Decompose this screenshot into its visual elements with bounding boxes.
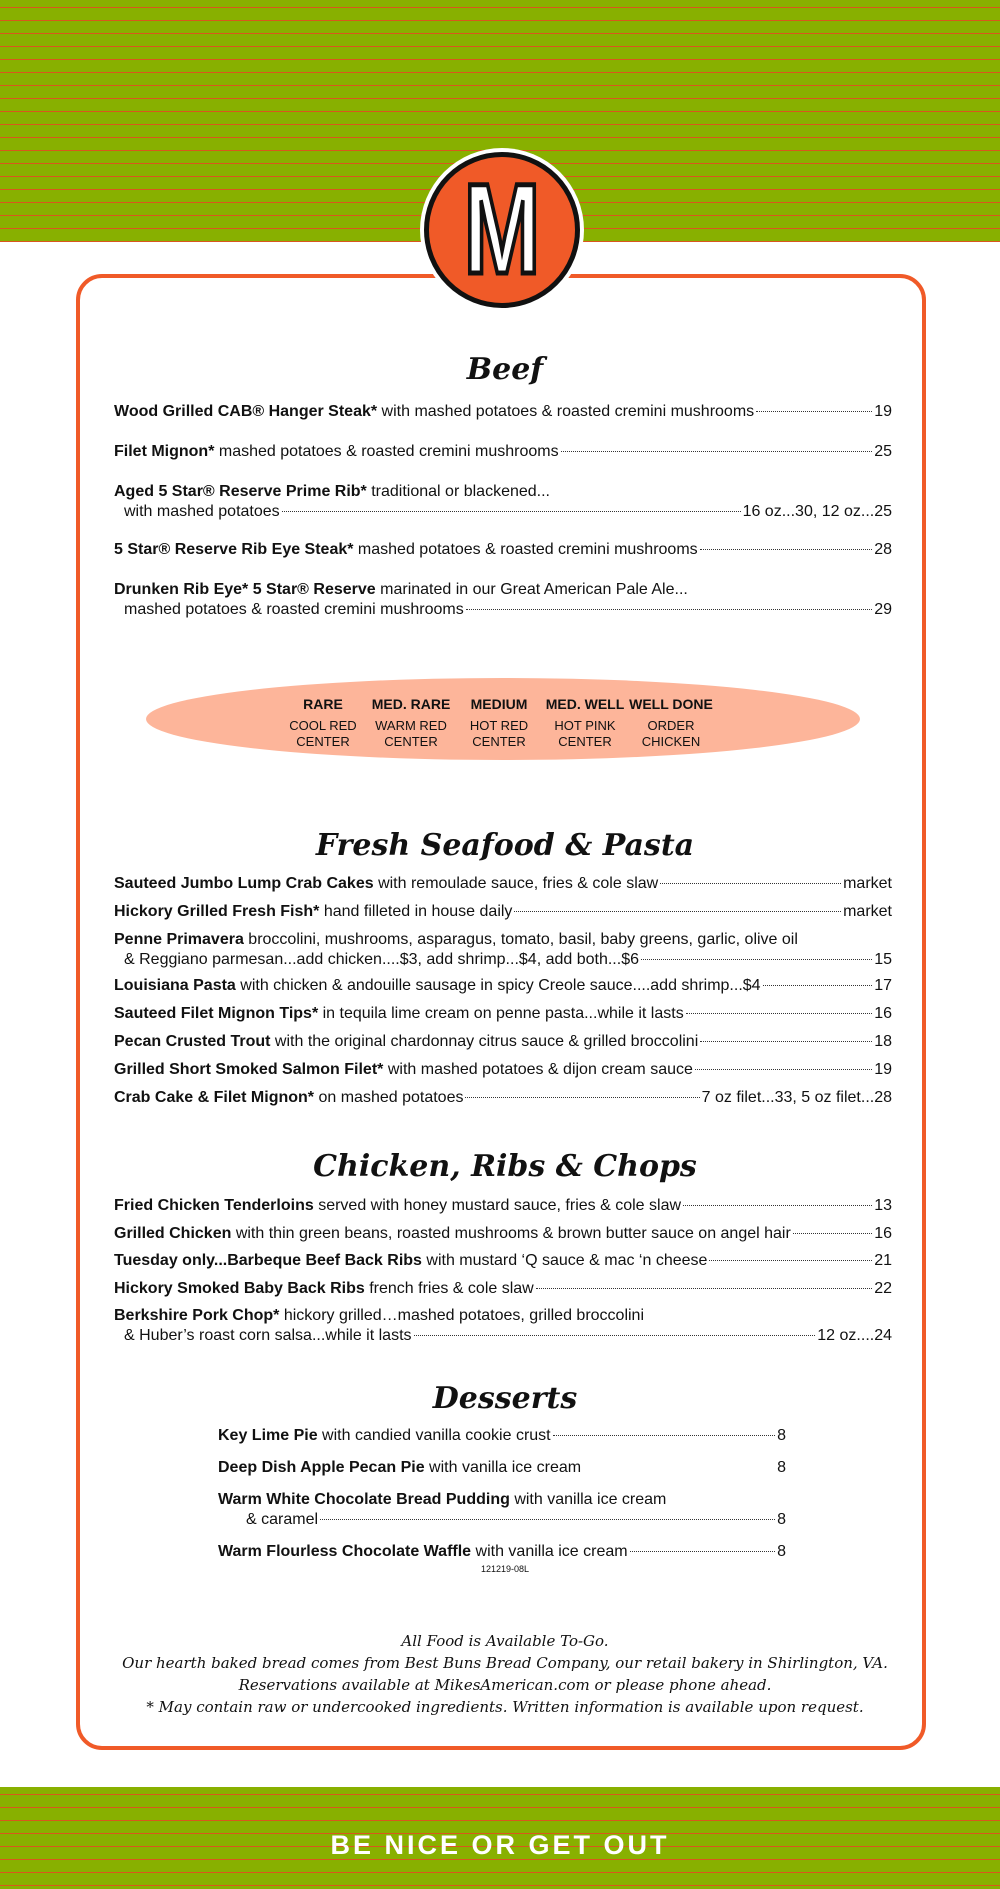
menu-code: 121219-08L — [480, 1564, 530, 1574]
menu-item: Key Lime Pie with candied vanilla cookie crust 8 — [218, 1427, 786, 1444]
menu-item: Pecan Crusted Trout with the original chardonnay citrus sauce & grilled broccolini 18 — [114, 1033, 892, 1050]
item-price: 17 — [874, 977, 892, 994]
menu-item: Grilled Chicken with thin green beans, roasted mushrooms & brown butter sauce on angel hair 16 — [114, 1225, 892, 1242]
menu-item: Wood Grilled CAB® Hanger Steak* with mashed potatoes & roasted cremini mushrooms 19 — [114, 403, 892, 420]
menu-item: Louisiana Pasta with chicken & andouille sausage in spicy Creole sauce....add shrimp...$4 17 — [114, 977, 892, 994]
menu-item: Hickory Grilled Fresh Fish* hand filleted in house daily market — [114, 903, 892, 920]
item-price: 19 — [874, 403, 892, 420]
menu-item: Hickory Smoked Baby Back Ribs french fries & cole slaw 22 — [114, 1280, 892, 1297]
menu-item: Drunken Rib Eye* 5 Star® Reserve marinated in our Great American Pale Ale... mashed potatoes & roasted cremini mushrooms 29 — [114, 581, 892, 618]
section-title-chicken: Chicken, Ribs & Chops — [313, 1149, 697, 1184]
menu-item: Tuesday only...Barbeque Beef Back Ribs with mustard ‘Q sauce & mac ‘n cheese 21 — [114, 1252, 892, 1269]
temp-medium: MEDIUM HOT RED CENTER — [469, 696, 529, 749]
temp-med-rare: MED. RARE WARM RED CENTER — [371, 696, 451, 749]
menu-item: Grilled Short Smoked Salmon Filet* with mashed potatoes & dijon cream sauce 19 — [114, 1061, 892, 1078]
temp-med-well: MED. WELL HOT PINK CENTER — [545, 696, 625, 749]
menu-card — [76, 274, 926, 1750]
menu-item: Penne Primavera broccolini, mushrooms, asparagus, tomato, basil, baby greens, garlic, olive oil & Reggiano parmesan...add chicken....$3, add shrimp...$4, add both...$6 15 — [114, 931, 892, 968]
item-price: 15 — [874, 951, 892, 968]
menu-item: Warm Flourless Chocolate Waffle with vanilla ice cream 8 — [218, 1543, 786, 1560]
item-price: 8 — [777, 1427, 786, 1444]
footer-note-bread: Our hearth baked bread comes from Best Buns Bread Company, our retail bakery in Shirlington, VA. — [122, 1654, 888, 1672]
menu-item: Filet Mignon* mashed potatoes & roasted cremini mushrooms 25 — [114, 443, 892, 460]
section-title-beef: Beef — [466, 352, 544, 387]
item-price: 8 — [777, 1459, 786, 1476]
tagline: BE NICE OR GET OUT — [330, 1830, 670, 1860]
item-price: 13 — [874, 1197, 892, 1214]
item-price: market — [843, 903, 892, 920]
temp-well-done: WELL DONE ORDER CHICKEN — [629, 696, 713, 749]
item-price: 22 — [874, 1280, 892, 1297]
section-title-seafood: Fresh Seafood & Pasta — [315, 828, 695, 863]
item-price: 16 — [874, 1225, 892, 1242]
menu-item: Sauteed Jumbo Lump Crab Cakes with remoulade sauce, fries & cole slaw market — [114, 875, 892, 892]
item-price: 28 — [874, 541, 892, 558]
item-price: market — [843, 875, 892, 892]
item-price: 16 — [874, 1005, 892, 1022]
logo-letter: M — [463, 158, 541, 301]
menu-item: Berkshire Pork Chop* hickory grilled…mashed potatoes, grilled broccolini & Huber’s roast corn salsa...while it lasts 12 oz....24 — [114, 1307, 892, 1344]
item-price: 19 — [874, 1061, 892, 1078]
menu-item: Fried Chicken Tenderloins served with honey mustard sauce, fries & cole slaw 13 — [114, 1197, 892, 1214]
item-price: 18 — [874, 1033, 892, 1050]
menu-item: 5 Star® Reserve Rib Eye Steak* mashed potatoes & roasted cremini mushrooms 28 — [114, 541, 892, 558]
menu-item: Sauteed Filet Mignon Tips* in tequila lime cream on penne pasta...while it lasts 16 — [114, 1005, 892, 1022]
temp-rare: RARE COOL RED CENTER — [289, 696, 357, 749]
item-price: 25 — [874, 443, 892, 460]
item-price: 12 oz....24 — [817, 1327, 892, 1344]
menu-item: Aged 5 Star® Reserve Prime Rib* traditional or blackened... with mashed potatoes 16 oz...30, 12 oz...25 — [114, 483, 892, 520]
menu-item: Warm White Chocolate Bread Pudding with vanilla ice cream & caramel 8 — [218, 1491, 786, 1528]
item-price: 16 oz...30, 12 oz...25 — [742, 503, 892, 520]
item-price: 8 — [777, 1511, 786, 1528]
menu-item: Deep Dish Apple Pecan Pie with vanilla ice cream 8 — [218, 1459, 786, 1476]
footer-note-to-go: All Food is Available To-Go. — [401, 1632, 609, 1650]
section-title-desserts: Desserts — [432, 1381, 578, 1416]
footer-note-reservations: Reservations available at MikesAmerican.com or please phone ahead. — [238, 1676, 772, 1694]
item-price: 8 — [777, 1543, 786, 1560]
item-price: 29 — [874, 601, 892, 618]
item-price: 21 — [874, 1252, 892, 1269]
menu-item: Crab Cake & Filet Mignon* on mashed potatoes 7 oz filet...33, 5 oz filet...28 — [114, 1089, 892, 1106]
item-price: 7 oz filet...33, 5 oz filet...28 — [701, 1089, 892, 1106]
footer-note-disclaimer: * May contain raw or undercooked ingredients. Written information is available upon request. — [146, 1698, 864, 1716]
logo-badge — [424, 152, 580, 308]
